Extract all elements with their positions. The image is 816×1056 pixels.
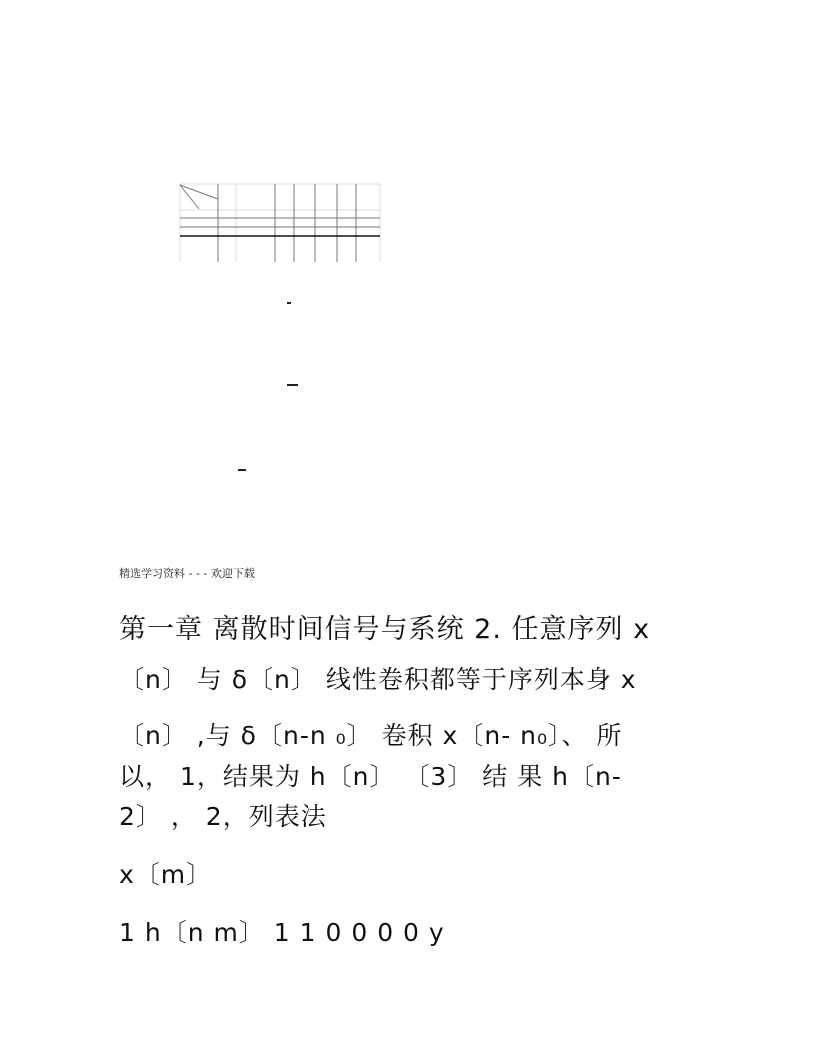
text-line: 1 h〔n m〕 1 1 0 0 0 0 y [119, 918, 445, 947]
text-line: x〔m〕 [119, 860, 213, 889]
text-line: 〔n〕 ,与 δ〔n-n ₀〕 卷积 x〔n- n₀〕、 所 [119, 721, 623, 750]
dash-mark [287, 302, 291, 304]
convolution-table-grid [0, 0, 816, 500]
text-line: 第一章 离散时间信号与系统 2. 任意序列 x [119, 614, 651, 645]
text-line: 〔n〕 与 δ〔n〕 线性卷积都等于序列本身 x [119, 665, 637, 694]
text-line: 2〕 ， 2，列表法 [119, 802, 327, 831]
text-line: 以， 1，结果为 h〔n〕 〔3〕 结 果 h〔n- [119, 762, 622, 791]
page-header: 精选学习资料 - - - 欢迎下载 [119, 567, 255, 580]
dash-mark [238, 469, 246, 471]
dash-mark [287, 384, 298, 386]
